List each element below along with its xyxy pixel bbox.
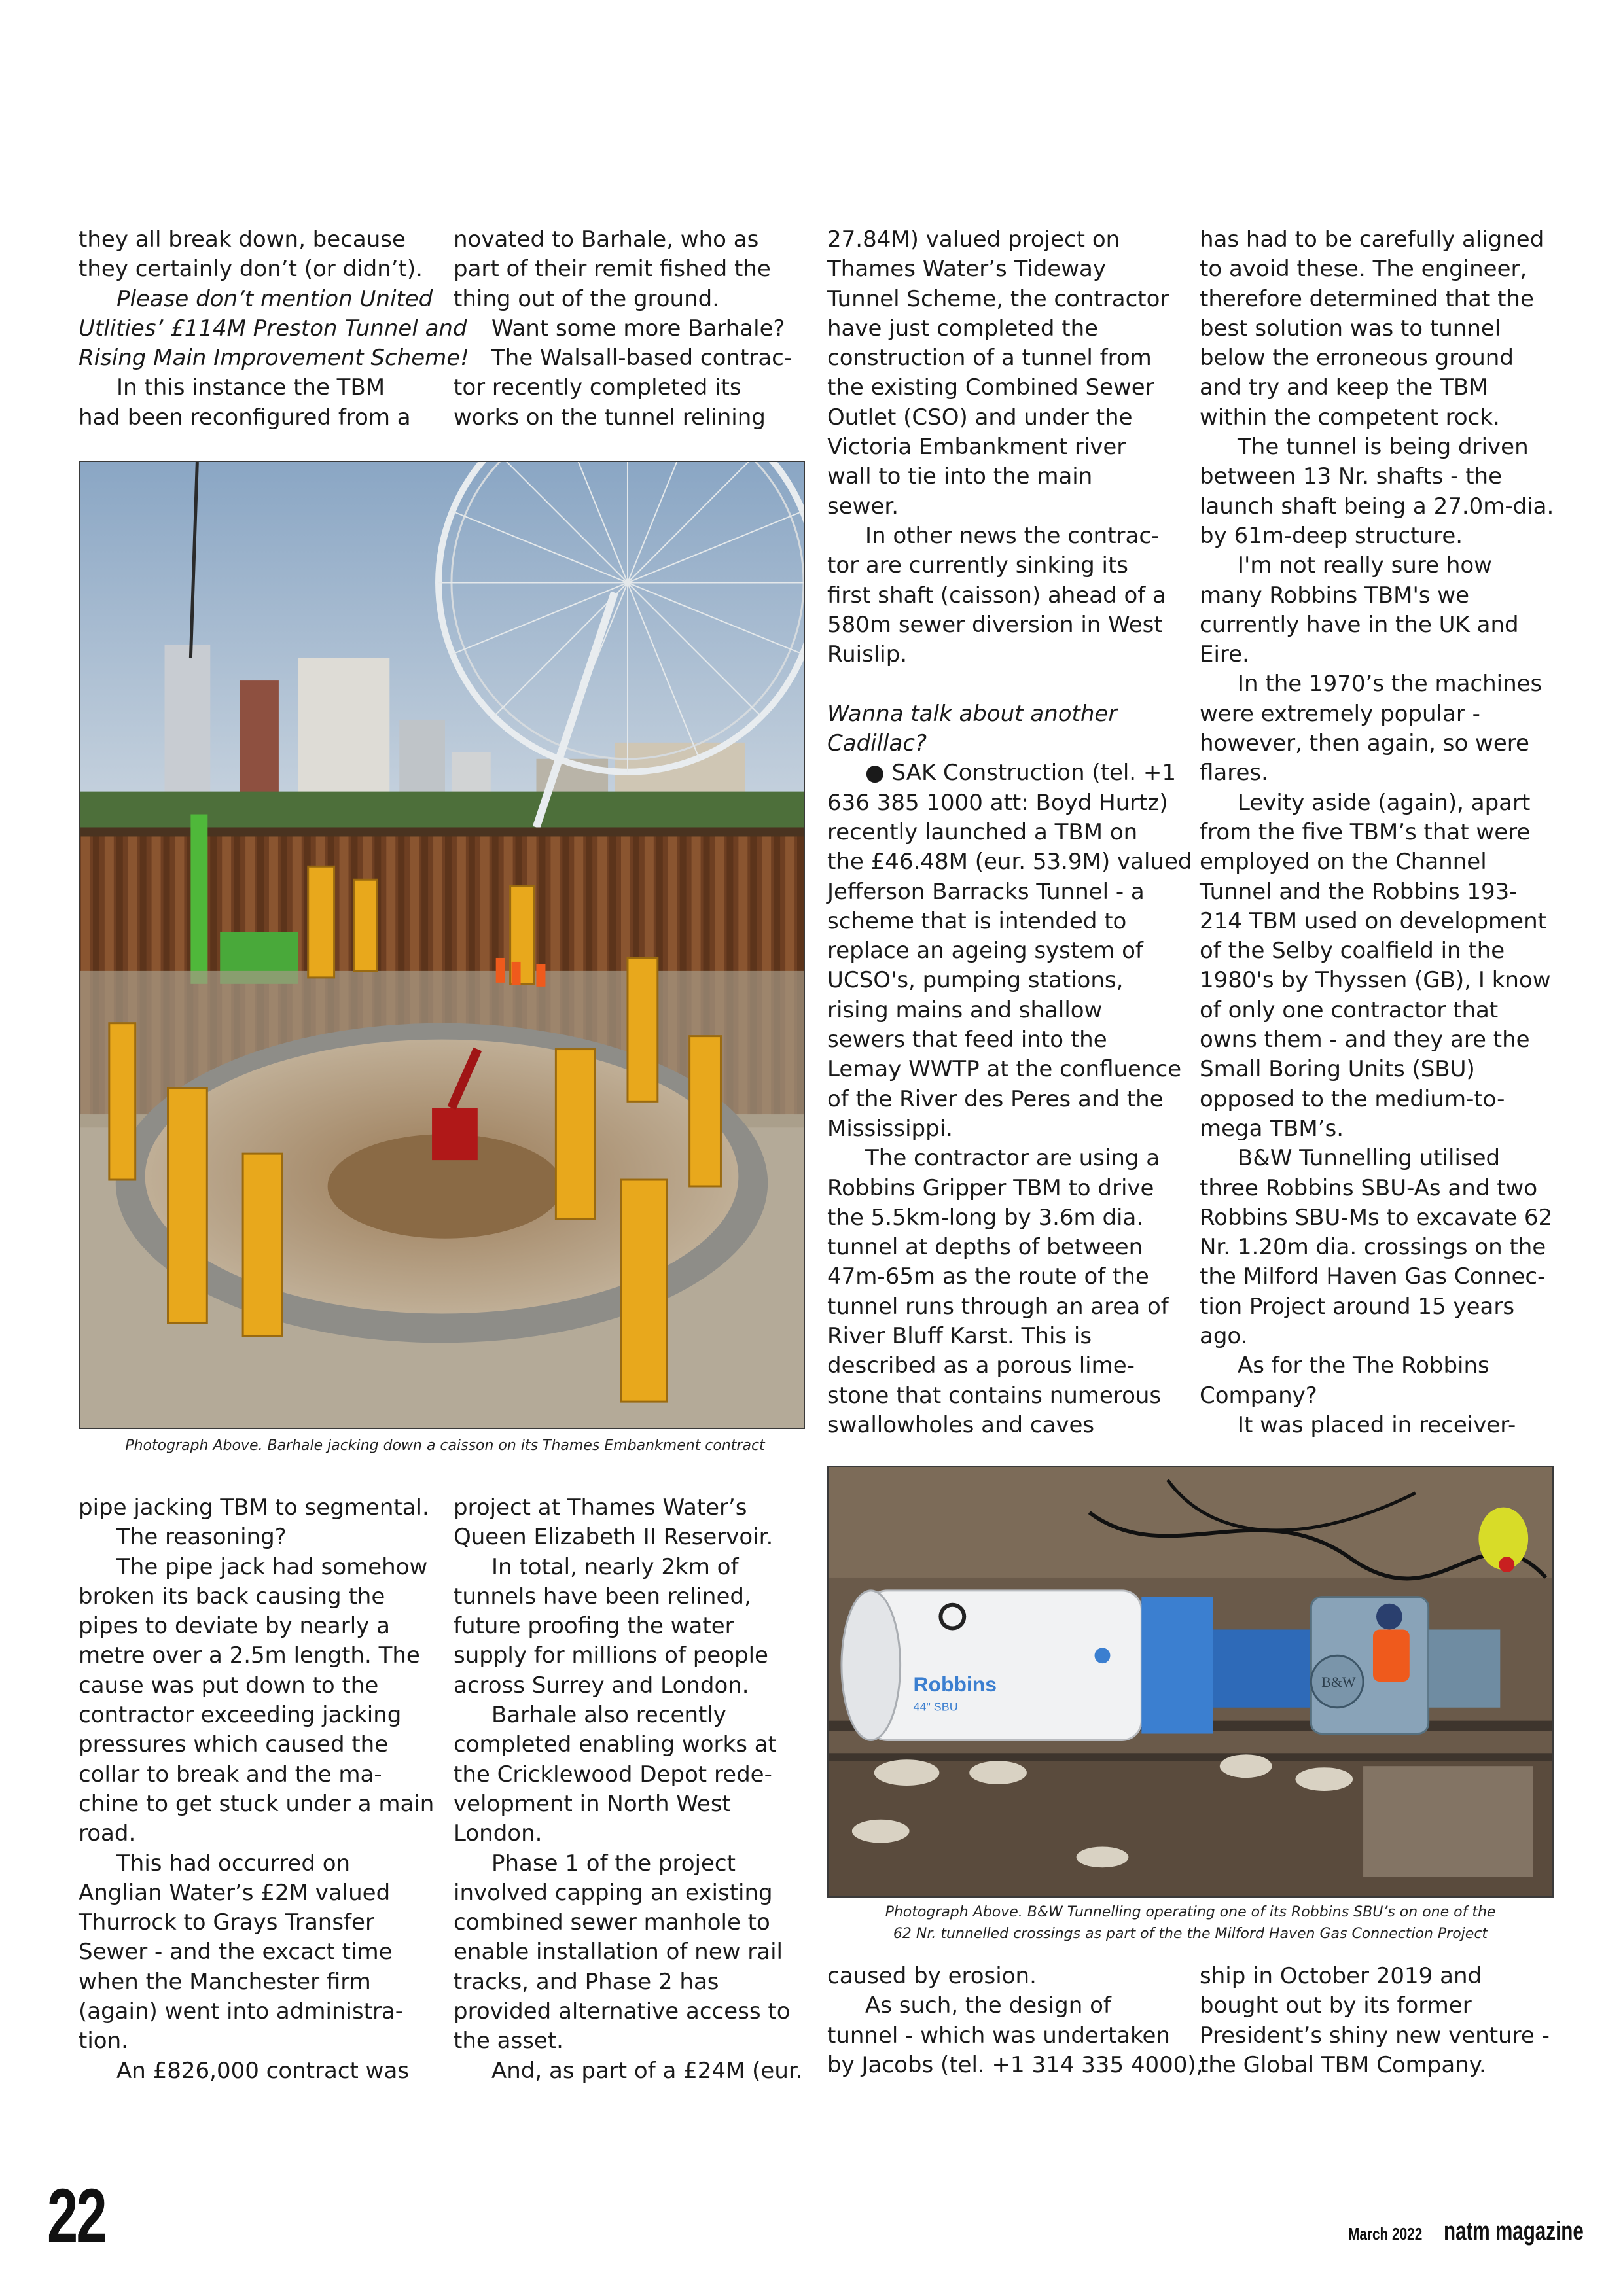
text-line: sewers that feed into the [827, 1027, 1107, 1053]
text-line: Wanna talk about another [827, 700, 1118, 727]
text-line: pipe jacking TBM to segmental. [79, 1494, 429, 1521]
text-line: tunnel - which was undertaken [827, 2022, 1170, 2049]
text-line: Please don’t mention United [116, 285, 433, 312]
text-line: 636 385 1000 att: Boyd Hurtz) [827, 789, 1168, 816]
sbu-machine-body [842, 1591, 1141, 1740]
text-line [827, 669, 1192, 699]
text-line: 1980's by Thyssen (GB), I know [1200, 967, 1551, 994]
text-line: Tunnel Scheme, the contractor [827, 285, 1169, 312]
text-line: by Jacobs (tel. +1 314 335 4000), [827, 2051, 1204, 2078]
caption-photo-2-line-1: Photograph Above. B&W Tunnelling operating one of its Robbins SBU’s on one of the [885, 1904, 1496, 1920]
text-line: wall to tie into the main [827, 463, 1093, 490]
text-line: The contractor are using a [865, 1145, 1160, 1172]
text-line: stone that contains numerous [827, 1382, 1162, 1409]
text-line: currently have in the UK and [1200, 611, 1519, 638]
top-column-2 [454, 225, 792, 433]
bottom-column-3 [827, 1962, 1203, 2080]
text-line: The reasoning? [116, 1524, 287, 1551]
text-line: sewer. [827, 493, 899, 520]
text-line: the asset. [454, 2028, 563, 2055]
text-line: swallowholes and caves [827, 1411, 1095, 1438]
caption-photo-2-line-2: 62 Nr. tunnelled crossings as part of the the Milford Haven Gas Connection Project [893, 1926, 1488, 1942]
text-line: Company? [1200, 1382, 1317, 1409]
text-line: Barhale also recently [491, 1702, 726, 1729]
text-line: when the Manchester firm [79, 1968, 371, 1995]
text-line: part of their remit fished the [454, 256, 771, 283]
text-line: by 61m-deep structure. [1200, 522, 1463, 549]
text-line: novated to Barhale, who as [454, 226, 759, 253]
bottom-column-1 [79, 1493, 434, 2086]
text-line: to avoid these. The engineer, [1200, 256, 1527, 283]
sbu-model-label: 44" SBU [913, 1700, 958, 1714]
bottom-column-2 [454, 1493, 803, 2086]
text-line: tunnel runs through an area of [827, 1293, 1169, 1320]
sbu-photo-illustration [829, 1467, 1552, 1896]
text-line: Robbins SBU-Ms to excavate 62 [1200, 1204, 1553, 1231]
text-line: tor are currently sinking its [827, 552, 1129, 579]
text-line: bought out by its former [1200, 1992, 1472, 2019]
text-line: London. [454, 1820, 543, 1847]
text-line: enable installation of new rail [454, 1939, 783, 1966]
text-line: Anglian Water’s £2M valued [79, 1879, 391, 1906]
text-line: ● SAK Construction (tel. +1 [865, 760, 1177, 786]
text-line: rising mains and shallow [827, 997, 1103, 1023]
photo-robbins-sbu [827, 1466, 1554, 1898]
text-line: many Robbins TBM's we [1200, 582, 1470, 609]
text-line: Cadillac? [827, 730, 927, 757]
text-line: project at Thames Water’s [454, 1494, 747, 1521]
text-line: Thames Water’s Tideway [827, 256, 1106, 283]
text-line: tracks, and Phase 2 has [454, 1968, 719, 1995]
text-line: Robbins Gripper TBM to drive [827, 1174, 1154, 1201]
text-line: chine to get stuck under a main [79, 1790, 435, 1817]
blue-drive-unit [1141, 1597, 1213, 1734]
text-line: contractor exceeding jacking [79, 1702, 402, 1729]
text-line: three Robbins SBU-As and two [1200, 1174, 1538, 1201]
text-line: In this instance the TBM [116, 374, 385, 401]
text-line: they all break down, because [79, 226, 406, 253]
magazine-name: natm magazine [1444, 2217, 1584, 2246]
text-line: have just completed the [827, 315, 1099, 342]
text-line: Tunnel and the Robbins 193- [1200, 878, 1518, 905]
text-line: Small Boring Units (SBU) [1200, 1056, 1475, 1083]
text-line: from the five TBM’s that were [1200, 819, 1531, 845]
caisson-photo-illustration [80, 462, 804, 1428]
text-line: (again) went into administra- [79, 1998, 404, 2025]
text-line: Mississippi. [827, 1115, 953, 1142]
top-column-3 [827, 225, 1192, 1440]
text-line: tion Project around 15 years [1200, 1293, 1515, 1320]
photo-caisson-thames-embankment [79, 461, 805, 1429]
text-line: Lemay WWTP at the confluence [827, 1056, 1182, 1083]
tower-block [165, 645, 211, 814]
text-line: tor recently completed its [454, 374, 741, 401]
text-line: broken its back causing the [79, 1583, 385, 1610]
text-line: of only one contractor that [1200, 997, 1499, 1023]
text-line: the existing Combined Sewer [827, 374, 1154, 401]
text-line: River Bluff Karst. This is [827, 1322, 1092, 1349]
text-line: metre over a 2.5m length. The [79, 1642, 420, 1669]
text-line: tunnel at depths of between [827, 1234, 1143, 1261]
caption-photo-2 [827, 1901, 1554, 1945]
top-column-1 [79, 225, 469, 433]
bw-logo: B&W [1321, 1673, 1356, 1690]
text-line: 214 TBM used on development [1200, 908, 1546, 934]
text-line: scheme that is intended to [827, 908, 1127, 934]
text-line: As for the The Robbins [1238, 1352, 1489, 1379]
text-line: provided alternative access to [454, 1998, 791, 2025]
text-line: Queen Elizabeth II Reservoir. [454, 1524, 774, 1551]
text-line: In other news the contrac- [865, 522, 1160, 549]
text-line: were extremely popular - [1200, 700, 1480, 727]
text-line: Sewer - and the excact time [79, 1939, 393, 1966]
text-line: the £46.48M (eur. 53.9M) valued [827, 849, 1192, 875]
text-line: 580m sewer diversion in West [827, 611, 1163, 638]
text-line: replace an ageing system of [827, 938, 1143, 964]
text-line: B&W Tunnelling utilised [1238, 1145, 1501, 1172]
text-line: pipes to deviate by nearly a [79, 1613, 390, 1640]
text-line: launch shaft being a 27.0m-dia. [1200, 493, 1554, 520]
caption-photo-1: Photograph Above. Barhale jacking down a caisson on its Thames Embankment contract [125, 1438, 765, 1454]
text-line: velopment in North West [454, 1790, 731, 1817]
text-line: The tunnel is being driven [1238, 434, 1529, 461]
text-line: completed enabling works at [454, 1731, 777, 1758]
text-line: Outlet (CSO) and under the [827, 404, 1133, 431]
text-line: recently launched a TBM on [827, 819, 1138, 845]
text-line: future proofing the water [454, 1613, 734, 1640]
text-line: road. [79, 1820, 136, 1847]
text-line: between 13 Nr. shafts - the [1200, 463, 1503, 490]
text-line: Rising Main Improvement Scheme! [79, 345, 469, 372]
piling-rig [190, 815, 207, 984]
robbins-brand-label: Robbins [913, 1672, 997, 1696]
text-line: across Surrey and London. [454, 1672, 749, 1699]
text-line: caused by erosion. [827, 1963, 1037, 1989]
footer-masthead [1348, 2217, 1623, 2246]
bottom-column-4 [1200, 1962, 1550, 2080]
text-line: President’s shiny new venture - [1200, 2022, 1550, 2049]
page-number: 22 [47, 2173, 105, 2259]
text-line: the Global TBM Company. [1200, 2051, 1486, 2078]
text-line: works on the tunnel relining [454, 404, 766, 431]
text-line: of the River des Peres and the [827, 1086, 1164, 1112]
tree-line [80, 792, 804, 831]
operator [1376, 1604, 1402, 1630]
text-line: involved capping an existing [454, 1879, 773, 1906]
text-line: best solution was to tunnel [1200, 315, 1501, 342]
water-puddle [1363, 1766, 1533, 1877]
text-line: Eire. [1200, 641, 1249, 668]
text-line: they certainly don’t (or didn’t). [79, 256, 423, 283]
text-line: The pipe jack had somehow [116, 1553, 428, 1580]
text-line: Levity aside (again), apart [1238, 789, 1531, 816]
text-line: combined sewer manhole to [454, 1909, 770, 1936]
text-line: An £826,000 contract was [116, 2057, 410, 2084]
top-column-4 [1200, 225, 1554, 1440]
text-line: tion. [79, 2028, 128, 2055]
text-line: has had to be carefully aligned [1200, 226, 1544, 253]
text-line: the Milford Haven Gas Connec- [1200, 1263, 1546, 1290]
text-line: opposed to the medium-to- [1200, 1086, 1505, 1112]
text-line: below the erroneous ground [1200, 345, 1514, 372]
mini-excavator [432, 1108, 478, 1160]
text-line: Thurrock to Grays Transfer [79, 1909, 374, 1936]
text-line: mega TBM’s. [1200, 1115, 1344, 1142]
text-line: The Walsall-based contrac- [491, 345, 793, 372]
text-line: UCSO's, pumping stations, [827, 967, 1124, 994]
text-line: employed on the Channel [1200, 849, 1487, 875]
text-line: tunnels have been relined, [454, 1583, 751, 1610]
text-line: therefore determined that the [1200, 285, 1534, 312]
text-line: pressures which caused the [79, 1731, 389, 1758]
text-line: flares. [1200, 760, 1268, 786]
text-line: however, then again, so were [1200, 730, 1529, 757]
text-line: ship in October 2019 and [1200, 1963, 1482, 1989]
text-line: within the competent rock. [1200, 404, 1500, 431]
text-line: 27.84M) valued project on [827, 226, 1120, 253]
text-line: Utlities’ £114M Preston Tunnel and [79, 315, 467, 342]
text-line: In total, nearly 2km of [491, 1553, 739, 1580]
text-line: and try and keep the TBM [1200, 374, 1488, 401]
text-line: This had occurred on [116, 1850, 351, 1877]
text-line: Want some more Barhale? [491, 315, 785, 342]
text-line: of the Selby coalfield in the [1200, 938, 1505, 964]
text-line: As such, the design of [865, 1992, 1111, 2019]
text-line: And, as part of a £24M (eur. [491, 2057, 803, 2084]
text-line: It was placed in receiver- [1238, 1411, 1516, 1438]
text-line: first shaft (caisson) ahead of a [827, 582, 1166, 609]
text-line: 47m-65m as the route of the [827, 1263, 1149, 1290]
text-line: ago. [1200, 1322, 1248, 1349]
text-line: thing out of the ground. [454, 285, 720, 312]
text-line: collar to break and the ma- [79, 1761, 382, 1788]
text-line: Phase 1 of the project [491, 1850, 736, 1877]
text-line: had been reconfigured from a [79, 404, 411, 431]
text-line: cause was put down to the [79, 1672, 379, 1699]
text-line: In the 1970’s the machines [1238, 671, 1543, 698]
text-line: Nr. 1.20m dia. crossings on the [1200, 1234, 1546, 1261]
text-line: I'm not really sure how [1238, 552, 1492, 579]
text-line: owns them - and they are the [1200, 1027, 1530, 1053]
text-line: supply for millions of people [454, 1642, 768, 1669]
text-line: the Cricklewood Depot rede- [454, 1761, 772, 1788]
text-line: Victoria Embankment river [827, 434, 1126, 461]
text-line: described as a porous lime- [827, 1352, 1135, 1379]
issue-date: March 2022 [1348, 2224, 1423, 2244]
text-line: Ruislip. [827, 641, 908, 668]
text-line: the 5.5km-long by 3.6m dia. [827, 1204, 1144, 1231]
text-line: Jefferson Barracks Tunnel - a [827, 878, 1145, 905]
text-line: construction of a tunnel from [827, 345, 1152, 372]
